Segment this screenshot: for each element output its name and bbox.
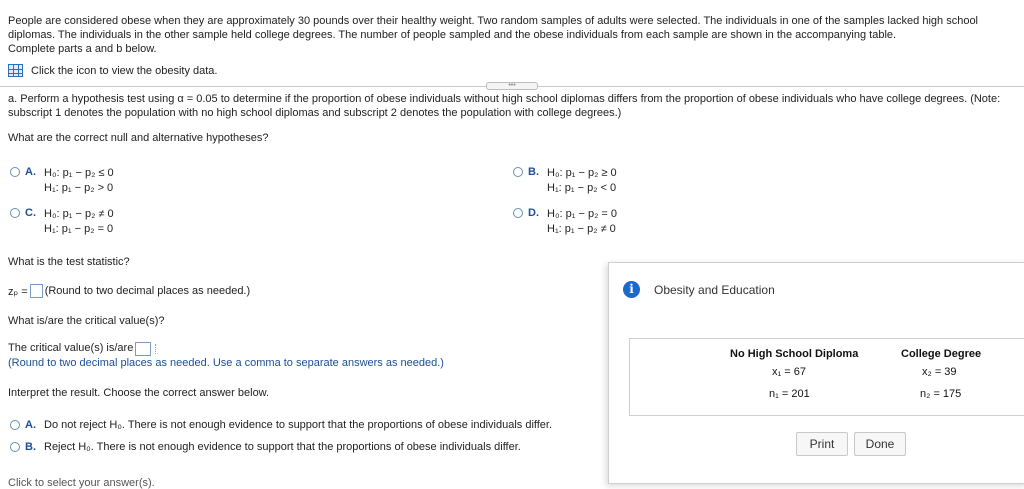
x1-cell: x₁ = 67: [772, 366, 806, 378]
critical-value-row: [8, 341, 444, 371]
result-text-b: Reject H₀. There is not enough evidence to support that the proportions of obese individuals differ.: [44, 441, 521, 453]
option-b-h1: H₁: p₁ − p₂ < 0: [547, 182, 617, 194]
view-data-link[interactable]: [8, 64, 217, 77]
hypotheses-question: What are the correct null and alternative hypotheses?: [8, 132, 269, 144]
result-radio-a[interactable]: [10, 420, 20, 430]
option-a-h1: H₁: p₁ − p₂ > 0: [44, 182, 114, 194]
option-b-h0: H₀: p₁ − p₂ ≥ 0: [547, 167, 617, 179]
radio-c[interactable]: [10, 208, 20, 218]
result-option-b[interactable]: [10, 441, 521, 453]
expand-handle[interactable]: •••: [486, 82, 538, 90]
option-letter-d: D.: [528, 207, 539, 219]
obesity-data-table: [629, 338, 1024, 416]
result-letter-b: B.: [25, 441, 36, 453]
result-option-a[interactable]: [10, 419, 552, 431]
hyp-option-c[interactable]: [10, 207, 114, 237]
zp-label: zₚ =: [8, 285, 28, 298]
option-d-h0: H₀: p₁ − p₂ = 0: [547, 208, 618, 220]
critical-value-label: The critical value(s) is/are: [8, 342, 134, 354]
view-data-link-text[interactable]: Click the icon to view the obesity data.: [31, 64, 218, 77]
critical-value-input[interactable]: [135, 342, 151, 356]
result-text-a: Do not reject H₀. There is not enough evidence to support that the proportions of obese individuals differ.: [44, 419, 553, 431]
hyp-option-a[interactable]: [10, 166, 114, 196]
col2-header: College Degree: [901, 348, 982, 360]
zp-row: [8, 284, 250, 298]
zp-input[interactable]: [30, 284, 43, 298]
col1-header: No High School Diploma: [730, 348, 859, 360]
popup-title: Obesity and Education: [654, 282, 775, 297]
n2-cell: n₂ = 175: [920, 388, 962, 400]
option-a-h0: H₀: p₁ − p₂ ≤ 0: [44, 167, 114, 179]
option-letter-a: A.: [25, 166, 36, 178]
radio-d[interactable]: [513, 208, 523, 218]
option-letter-b: B.: [528, 166, 539, 178]
result-letter-a: A.: [25, 419, 36, 431]
option-c-h1: H₁: p₁ − p₂ = 0: [44, 223, 114, 235]
table-grid-icon[interactable]: [8, 64, 23, 77]
obesity-data-popup: [608, 262, 1024, 484]
part-a-text: a. Perform a hypothesis test using α = 0.05 to determine if the proportion of obese individuals without high school diplomas differs from the proportion of obese individuals who have college degrees. (Note: subscript 1 denotes the population with no high school diplomas and subscript 2 denotes the population with college degrees.): [8, 93, 1001, 119]
option-d-h1: H₁: p₁ − p₂ ≠ 0: [547, 223, 616, 235]
done-button[interactable]: Done: [854, 432, 906, 456]
interpret-question: Interpret the result. Choose the correct answer below.: [8, 387, 270, 399]
info-icon: i: [623, 281, 640, 298]
x2-cell: x₂ = 39: [922, 366, 957, 378]
option-c-h0: H₀: p₁ − p₂ ≠ 0: [44, 208, 114, 220]
intro-instruction: Complete parts a and b below.: [8, 43, 157, 55]
critical-value-question: What is/are the critical value(s)?: [8, 315, 165, 327]
print-button[interactable]: Print: [796, 432, 848, 456]
test-statistic-question: What is the test statistic?: [8, 256, 130, 268]
zp-hint: (Round to two decimal places as needed.): [44, 285, 251, 297]
intro-text: People are considered obese when they are approximately 30 pounds over their healthy weight. Two random samples of adults were selected. The individuals in one of the samples lacked high school diplomas. The individuals in the other sample held college degrees. The number of people sampled and the obese individuals from each sample are shown in the accompanying table.: [8, 15, 979, 41]
critical-value-hint: (Round to two decimal places as needed. Use a comma to separate answers as needed.): [8, 357, 444, 369]
option-letter-c: C.: [25, 207, 36, 219]
popup-header: [623, 281, 775, 298]
n1-cell: n₁ = 201: [769, 388, 810, 400]
hyp-option-b[interactable]: [513, 166, 617, 196]
radio-b[interactable]: [513, 167, 523, 177]
radio-a[interactable]: [10, 167, 20, 177]
footer-hint: Click to select your answer(s).: [8, 477, 155, 489]
input-separator: [155, 344, 157, 354]
result-radio-b[interactable]: [10, 442, 20, 452]
problem-intro: [8, 14, 1018, 56]
hyp-option-d[interactable]: [513, 207, 617, 237]
